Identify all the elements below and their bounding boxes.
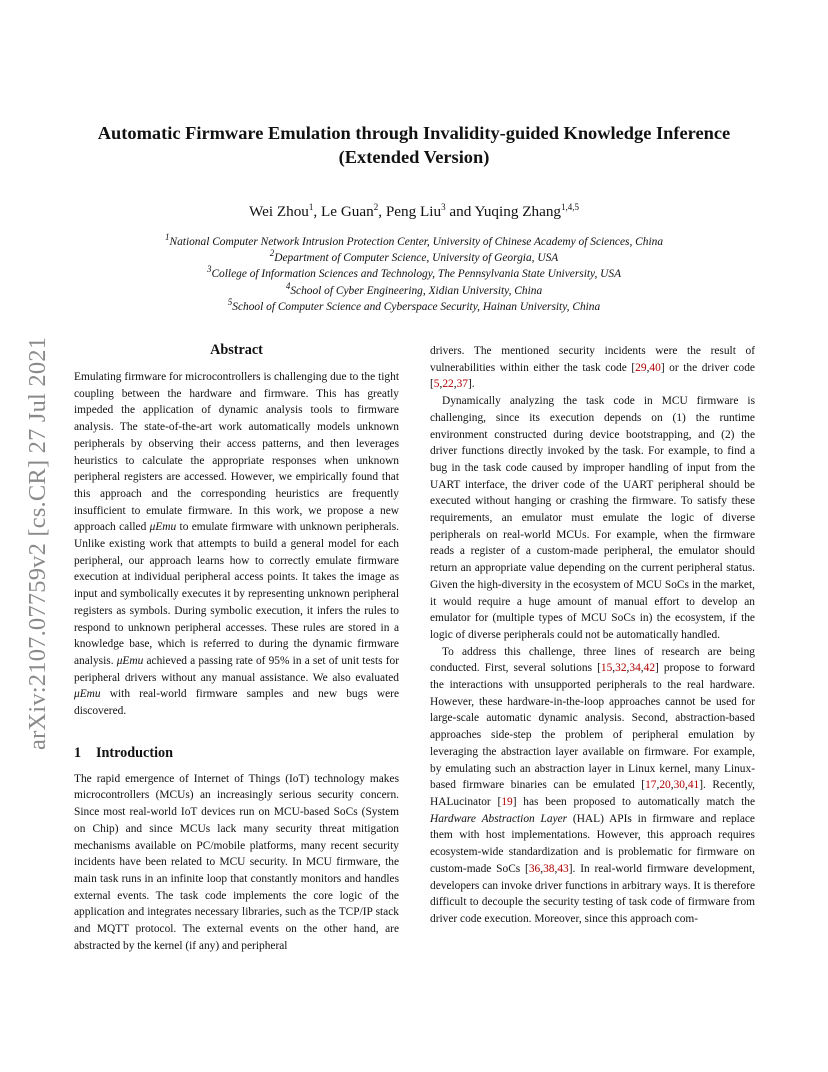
system-name: μEmu: [74, 688, 101, 701]
citation-separator: ,: [670, 779, 674, 792]
citation-separator: ,: [554, 862, 558, 875]
title-line-1: Automatic Firmware Emulation through Invalidity-guided Knowledge Inference: [97, 123, 731, 143]
citation-separator: ,: [646, 361, 650, 374]
citation-link[interactable]: 5: [433, 378, 440, 391]
system-name: μEmu: [116, 654, 144, 667]
author-separator: ,: [378, 203, 386, 220]
affil-text: School of Computer Science and Cyberspace Security, Hainan University, China: [232, 300, 601, 313]
arxiv-side-stamp: arXiv:2107.07759v2 [cs.CR] 27 Jul 2021: [24, 336, 51, 750]
citation-separator: ,: [540, 862, 544, 875]
left-column: [74, 341, 399, 955]
affiliation-list: [0, 234, 828, 315]
emphasized-term: Hardware Abstraction Layer: [430, 812, 568, 825]
body-text: ] has been proposed to automatically match the: [512, 795, 755, 808]
body-paragraph: [430, 343, 755, 393]
right-column: [430, 343, 755, 928]
affil-mark: 3: [206, 264, 212, 275]
citation-link[interactable]: 38: [543, 862, 555, 875]
citation-link[interactable]: 42: [643, 662, 656, 675]
body-text: ] propose to forward the interactions with unsupported peripherals to the real hardware. However, these hardware-in-the-loop approaches cannot be used for large-scale automatic dynamic analysis. Second, abstraction-based approaches side-step the problem of peripheral emulation by leveraging the abstraction layer available on firmware. For example, by emulating such an abstraction layer in Linux kernel, many Linux-based firmware binaries can be emulated [: [430, 662, 755, 792]
affiliation: [0, 299, 828, 315]
body-text: (HAL) APIs in firmware and replace them with host implementations. However, this approach requires ecosystem-wide standardization and is problematic for firmware on custom-made SoCs [: [430, 812, 755, 875]
citation-link[interactable]: 20: [659, 779, 671, 792]
citation-link[interactable]: 22: [442, 378, 454, 391]
author-affil-mark: 1,4,5: [561, 201, 580, 212]
author-separator: ,: [313, 203, 321, 220]
citation-separator: ,: [640, 662, 644, 675]
affiliation: [0, 250, 828, 266]
author-affil-mark: 3: [441, 201, 446, 212]
affil-text: College of Information Sciences and Technology, The Pennsylvania State University, USA: [211, 268, 622, 281]
citation-separator: ,: [656, 779, 660, 792]
author-affil-mark: 2: [373, 201, 379, 212]
citation-separator: ,: [439, 378, 443, 391]
citation-separator: ,: [612, 662, 616, 675]
affiliation: [0, 280, 828, 299]
affil-text: Department of Computer Science, University of Georgia, USA: [274, 252, 559, 265]
body-text: ]. In real-world firmware development, developers can invoke driver functions in arbitrary ways. It is therefore difficult to decouple the security testing of task code of firmware from driver code execution. Moreover, since this approach com-: [430, 862, 755, 925]
author-name: Peng Liu: [385, 203, 442, 220]
affil-mark: 2: [269, 248, 275, 259]
section-heading-introduction: [74, 744, 399, 762]
body-text: ] or the driver code [: [430, 361, 755, 391]
abstract-text: achieved a passing rate of 95% in a set of unit tests for peripheral drivers without any manual assistance. We also evaluated: [74, 654, 399, 684]
abstract-text: to emulate firmware with unknown peripherals. Unlike existing work that attempts to build a general model for each peripheral, our approach learns how to correctly emulate firmware execution at individual peripheral access points. It takes the image as input and symbolically executes it by representing unknown peripheral registers as symbols. During symbolic execution, it infers the rules to respond to unknown peripheral accesses. These rules are stored in a knowledge base, which is referred to during the dynamic firmware analysis.: [74, 521, 399, 667]
affiliation: [0, 266, 828, 282]
abstract-text: Emulating firmware for microcontrollers is challenging due to the tight coupling between the hardware and firmware. This has greatly impeded the application of dynamic analysis tools to firmware analysis. The state-of-the-art work automatically models unknown peripherals by observing their access patterns, and then leverages heuristics to calculate the appropriate responses when unknown peripheral registers are accessed. However, we empirically found that this approach and the corresponding heuristics are frequently insufficient to emulate firmware. In this work, we propose a new approach called: [74, 371, 399, 534]
section-number: 1: [74, 744, 82, 761]
body-text: To address this challenge, three lines of research are being conducted. First, several solutions [: [430, 645, 755, 675]
author-list: [0, 202, 828, 222]
body-text: ].: [468, 378, 475, 391]
abstract-heading: Abstract: [210, 342, 263, 358]
citation-link[interactable]: 19: [501, 795, 513, 808]
section-title-text: Introduction: [96, 744, 173, 761]
citation-link[interactable]: 15: [600, 662, 613, 675]
affil-mark: 4: [285, 280, 291, 291]
citation-separator: ,: [684, 779, 688, 792]
citation-link[interactable]: 30: [673, 779, 685, 792]
paper-title: [40, 121, 788, 169]
citation-link[interactable]: 37: [456, 378, 468, 391]
citation-link[interactable]: 43: [557, 862, 569, 875]
abstract-text: with real-world firmware samples and new bugs were discovered.: [74, 688, 399, 718]
author-separator: and: [445, 203, 475, 220]
author-affil-mark: 1: [308, 201, 314, 212]
author-name: Yuqing Zhang: [474, 203, 562, 220]
affil-mark: 1: [164, 232, 170, 243]
affil-text: National Computer Network Intrusion Protection Center, University of Chinese Academy of Sciences, China: [169, 236, 664, 248]
citation-separator: ,: [453, 378, 457, 391]
affil-mark: 5: [227, 297, 233, 308]
author-name: Wei Zhou: [248, 203, 309, 220]
citation-link[interactable]: 32: [615, 662, 627, 675]
intro-paragraph: The rapid emergence of Internet of Things (IoT) technology makes microcontrollers (MCUs) an increasingly serious security concern. Since most real-world IoT devices run on MCU-based SoCs (System on Chip) and since MCUs lack many security threat mitigation mechanisms available on PC/mobile platforms, many recent security incidents have been related to MCU security. In MCU firmware, the main task runs in an infinite loop that constantly monitors and handles external events. The task code implements the core logic of the application and integrates necessary libraries, such as the TCP/IP stack and MQTT protocol. The external events on the other hand, are abstracted by the kernel (if any) and peripheral: [74, 772, 399, 952]
affiliation: [0, 234, 828, 250]
title-line-2: (Extended Version): [338, 147, 490, 167]
body-paragraph: [430, 644, 755, 928]
citation-link[interactable]: 40: [649, 361, 661, 374]
body-paragraph: Dynamically analyzing the task code in MCU firmware is challenging, since its execution depends on (1) the runtime environment constructed during device bootstrapping, and (2) the driver functions directly invoked by the task. For example, to find a bug in the task code caused by improper handling of input from the UART interface, the driver code of the UART peripheral should be executed without hanging or crashing the firmware. To satisfy these requirements, an emulator must emulate the logic of diverse peripherals on real-world MCUs. For example, when the firmware reads a register of a custom-made peripheral, the emulator should return an appropriate value depending on the current peripheral status. Given the high-diversity in the ecosystem of MCU SoCs in the market, it would require a huge amount of manual effort to develop an emulator for (multiple types of MCU SoCs in) the ecosystem, if the logic of diverse peripherals could not be automatically handled.: [430, 395, 755, 641]
abstract-paragraph: [74, 369, 399, 720]
system-name: μEmu: [149, 521, 177, 534]
citation-link[interactable]: 41: [687, 779, 700, 792]
body-text: ]. Recently, HALucinator [: [430, 779, 755, 808]
body-text: drivers. The mentioned security incidents were the result of vulnerabilities within either the task code [: [430, 345, 755, 374]
citation-link[interactable]: 17: [645, 779, 657, 792]
citation-separator: ,: [626, 662, 630, 675]
citation-link[interactable]: 36: [528, 862, 541, 875]
author-name: Le Guan: [321, 203, 374, 220]
citation-link[interactable]: 34: [629, 662, 641, 675]
citation-link[interactable]: 29: [635, 361, 647, 374]
affil-text: School of Cyber Engineering, Xidian University, China: [290, 284, 543, 297]
